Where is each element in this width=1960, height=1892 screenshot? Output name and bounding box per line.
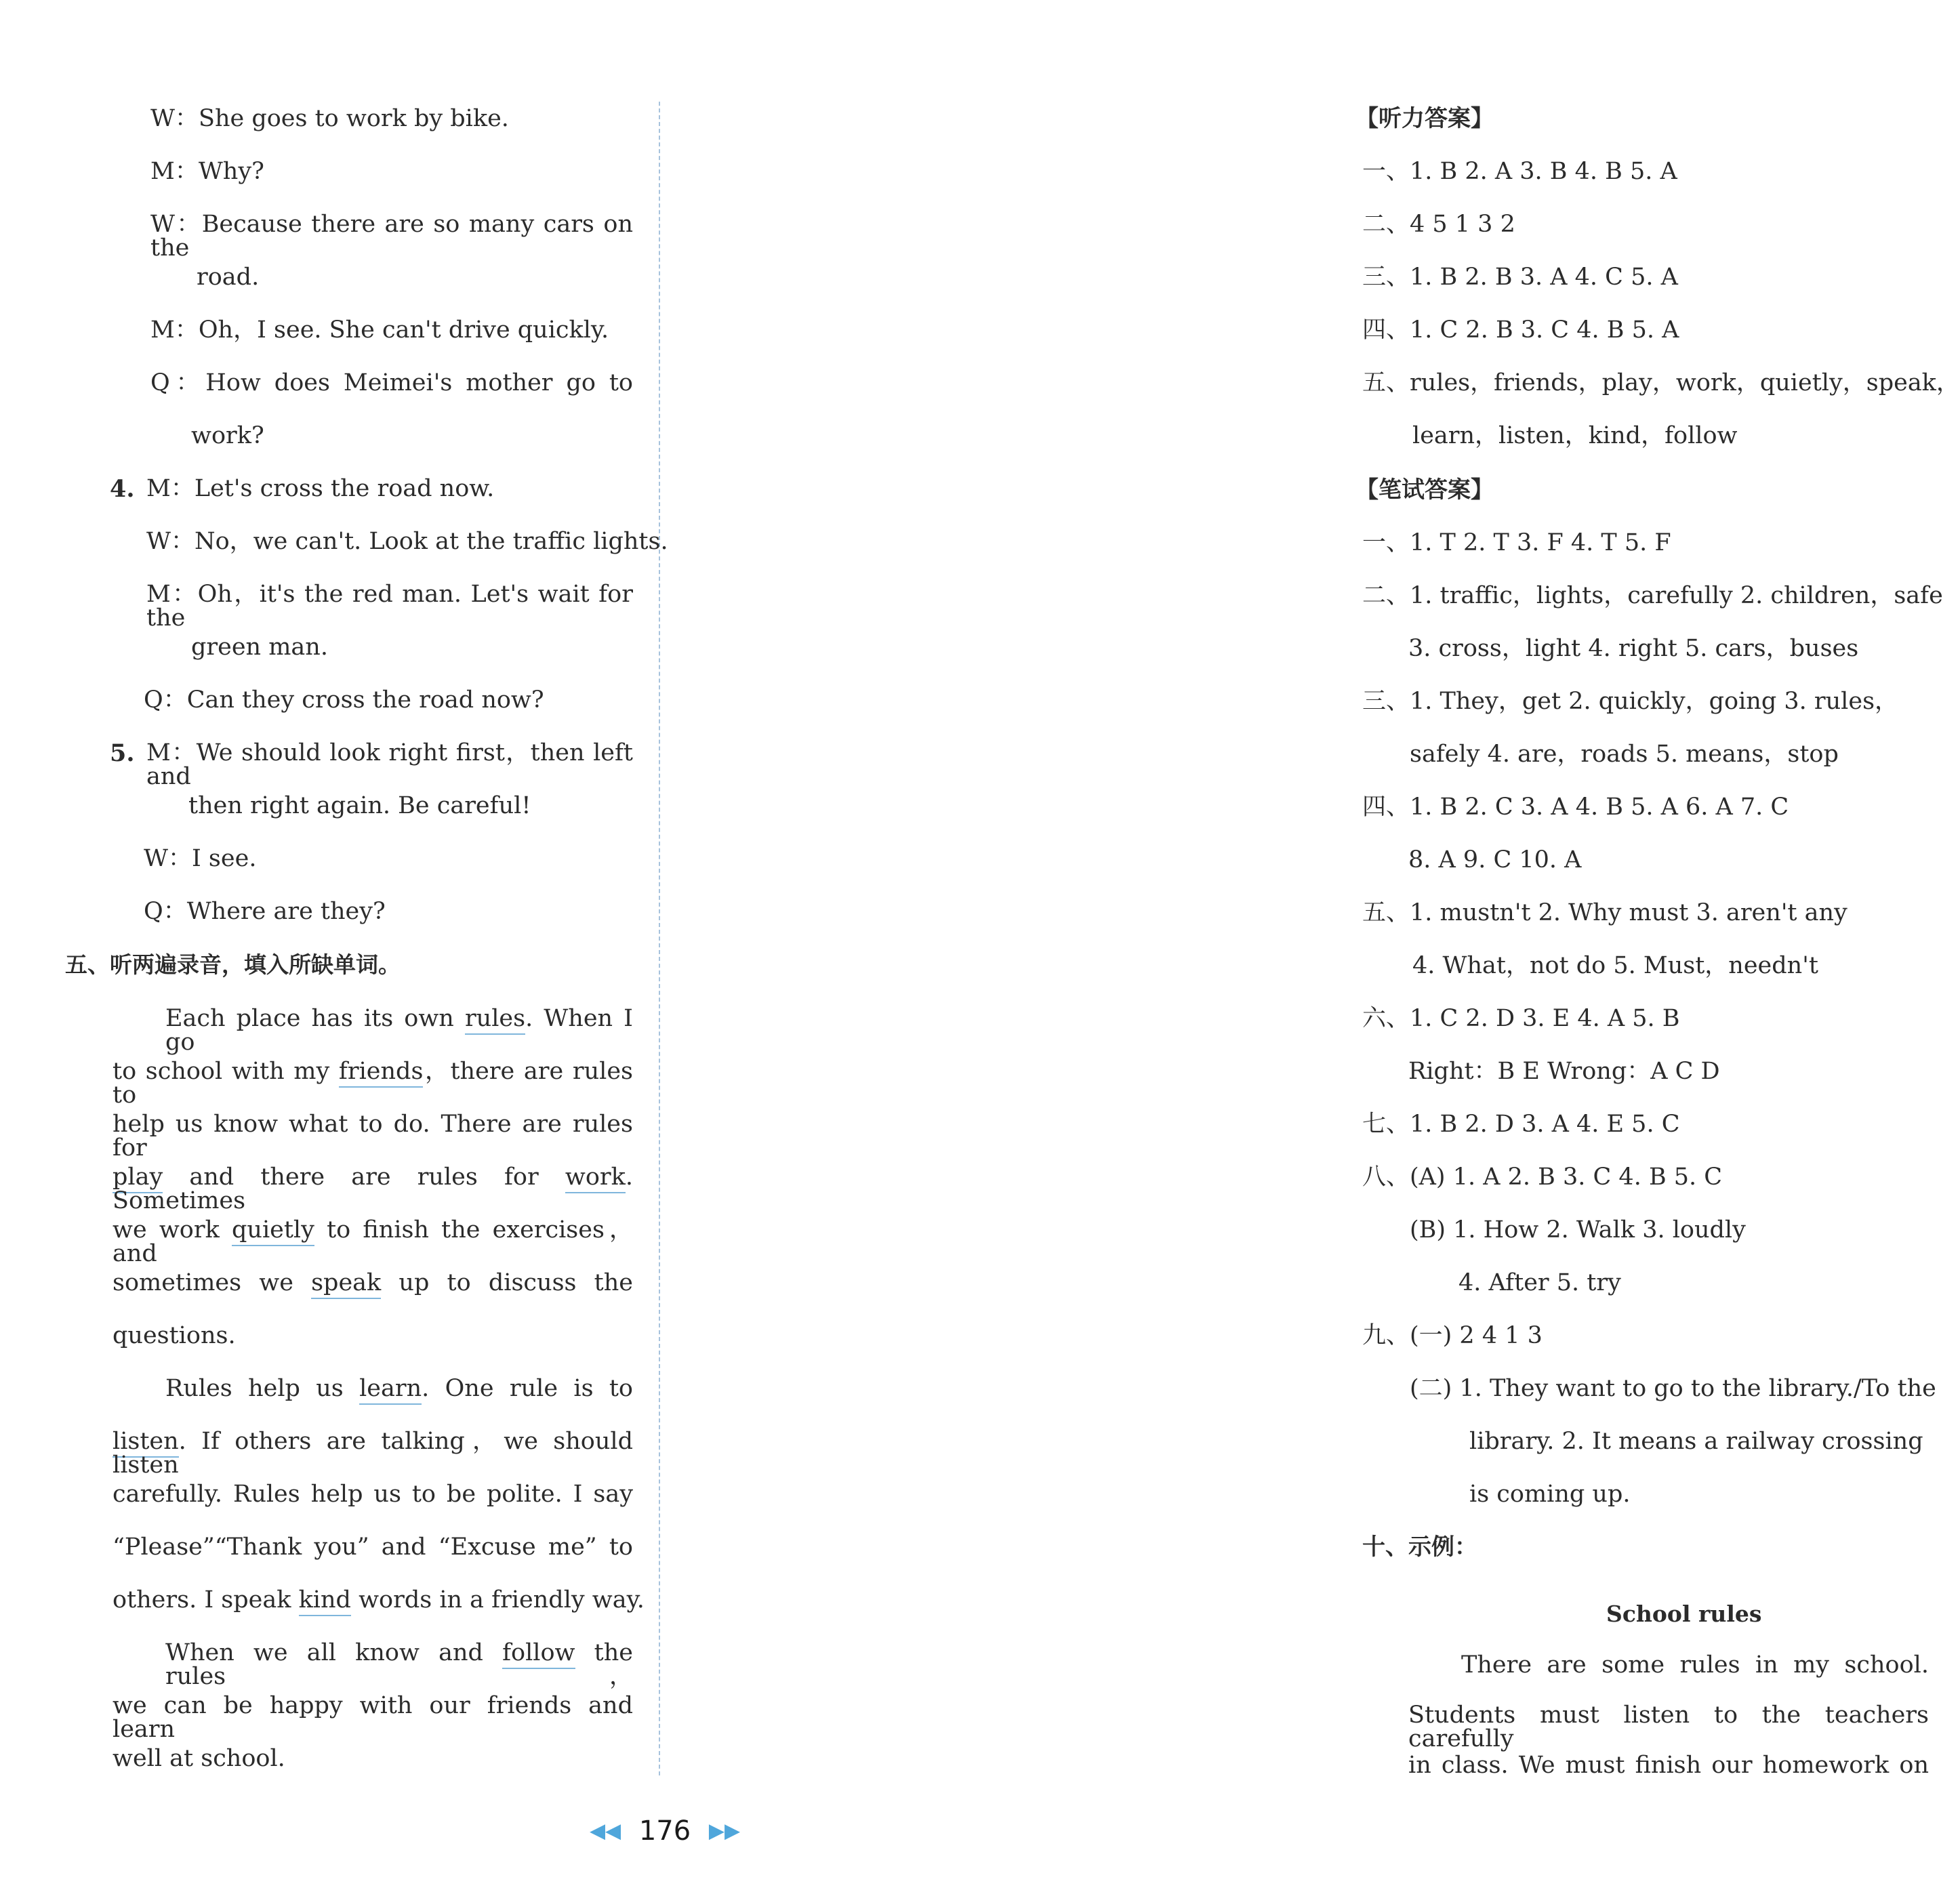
answer-line: 一、1. T 2. T 3. F 4. T 5. F [1362, 529, 1671, 556]
filled-blank: rules [465, 1005, 525, 1035]
passage-line: Each place has its own rules. When I go [165, 1005, 633, 1056]
previous-page-arrows-icon: ◀◀ [589, 1819, 621, 1843]
section-heading: 五、听两遍录音，填入所缺单词。 [65, 951, 401, 978]
column-divider [659, 102, 660, 1775]
passage-line: listen. If others are talking，we should listen [113, 1428, 633, 1479]
dialogue-number: 4. [110, 475, 135, 503]
answer-line: 四、1. C 2. B 3. C 4. B 5. A [1362, 316, 1679, 344]
answer-line: 8. A 9. C 10. A [1408, 846, 1582, 873]
passage-line: we can be happy with our friends and learn [113, 1692, 633, 1743]
dialogue-line: M：Oh，it's the red man. Let's wait for the [146, 581, 633, 632]
dialogue-line: Q：Can they cross the road now? [144, 686, 544, 714]
answer-line: 五、1. mustn't 2. Why must 3. aren't any [1362, 899, 1847, 926]
answer-line: learn，listen，kind，follow [1412, 422, 1738, 449]
filled-blank: work [565, 1164, 626, 1193]
answer-line: library. 2. It means a railway crossing [1469, 1428, 1923, 1455]
answer-line: 七、1. B 2. D 3. A 4. E 5. C [1362, 1111, 1680, 1138]
written-answers-header: 【笔试答案】 [1355, 476, 1494, 503]
answer-line: (二) 1. They want to go to the library./To the [1410, 1375, 1936, 1402]
essay-line: There are some rules in my school. [1461, 1651, 1929, 1679]
dialogue-line: then right again. Be careful! [188, 792, 531, 819]
answer-line: safely 4. are，roads 5. means，stop [1410, 741, 1839, 768]
dialogue-line: W：I see. [144, 845, 257, 872]
filled-blank: play [113, 1164, 163, 1193]
answer-line: 4. After 5. try [1458, 1269, 1621, 1296]
answer-line: 三、1. B 2. B 3. A 4. C 5. A [1362, 264, 1678, 291]
dialogue-line: green man. [191, 634, 328, 661]
next-page-arrows-icon: ▶▶ [708, 1819, 741, 1843]
essay-line: Students must listen to the teachers carefully [1408, 1702, 1929, 1752]
filled-blank: learn [359, 1375, 422, 1405]
essay-title: School rules [1606, 1601, 1762, 1627]
page-number: 176 [638, 1815, 691, 1847]
page-footer [0, 1814, 1330, 1847]
passage-line: we work quietly to finish the exercises，and [113, 1216, 633, 1267]
passage-line: sometimes we speak up to discuss the [113, 1271, 633, 1295]
answer-line: is coming up. [1469, 1481, 1631, 1508]
dialogue-line: W：She goes to work by bike. [150, 105, 509, 132]
answer-line: 4. What，not do 5. Must，needn't [1412, 952, 1818, 979]
filled-blank: speak [311, 1269, 381, 1299]
passage-line: well at school. [113, 1745, 285, 1772]
answer-line: Right：B E Wrong：A C D [1408, 1058, 1720, 1085]
dialogue-line: Q：How does Meimei's mother go to [150, 369, 633, 396]
answer-line: (B) 1. How 2. Walk 3. loudly [1410, 1216, 1746, 1243]
passage-line: others. I speak kind words in a friendly way. [113, 1588, 645, 1612]
passage-line: carefully. Rules help us to be polite. I say [113, 1481, 633, 1508]
passage-line: Rules help us learn. One rule is to [165, 1377, 633, 1401]
answer-line: 三、1. They，get 2. quickly，going 3. rules， [1362, 688, 1899, 715]
listening-answers-header: 【听力答案】 [1355, 105, 1494, 132]
filled-blank: listen [113, 1428, 179, 1458]
dialogue-line: M：Why? [150, 158, 264, 185]
dialogue-line: W：No，we can't. Look at the traffic lights. [146, 528, 668, 555]
answer-line: 一、1. B 2. A 3. B 4. B 5. A [1362, 158, 1677, 185]
dialogue-line: M：Let's cross the road now. [146, 475, 495, 502]
dialogue-line: road. [197, 264, 260, 291]
answer-line: 二、4 5 1 3 2 [1362, 211, 1515, 238]
filled-blank: kind [299, 1586, 351, 1616]
answer-line: 六、1. C 2. D 3. E 4. A 5. B [1362, 1005, 1680, 1032]
answer-line: 五、rules，friends，play，work，quietly，speak， [1362, 369, 1960, 396]
passage-line: questions. [113, 1322, 236, 1349]
filled-blank: quietly [232, 1216, 314, 1246]
filled-blank: follow [502, 1639, 575, 1669]
passage-line: to school with my friends，there are rules to [113, 1058, 633, 1109]
dialogue-line: work? [191, 422, 264, 449]
passage-line: When we all know and follow the rules， [165, 1639, 633, 1690]
passage-line: “Please”“Thank you” and “Excuse me” to [113, 1534, 633, 1561]
dialogue-line: M：Oh，I see. She can't drive quickly. [150, 316, 609, 344]
dialogue-line: M：We should look right first，then left and [146, 739, 633, 790]
filled-blank: friends [339, 1058, 424, 1088]
dialogue-line: Q：Where are they? [144, 898, 386, 925]
dialogue-number: 5. [110, 739, 135, 767]
dialogue-line: W：Because there are so many cars on the [150, 211, 633, 262]
answer-line: 二、1. traffic，lights，carefully 2. children，safe [1362, 582, 1943, 609]
section-heading: 十、示例： [1362, 1534, 1477, 1561]
answer-line: 八、(A) 1. A 2. B 3. C 4. B 5. C [1362, 1164, 1723, 1191]
passage-line: play and there are rules for work. Sometimes [113, 1164, 633, 1214]
passage-line: help us know what to do. There are rules for [113, 1111, 633, 1161]
answer-line: 四、1. B 2. C 3. A 4. B 5. A 6. A 7. C [1362, 794, 1789, 821]
essay-line: in class. We must finish our homework on [1408, 1752, 1929, 1779]
answer-line: 3. cross，light 4. right 5. cars，buses [1408, 635, 1859, 662]
answer-line: 九、(一) 2 4 1 3 [1362, 1322, 1543, 1349]
